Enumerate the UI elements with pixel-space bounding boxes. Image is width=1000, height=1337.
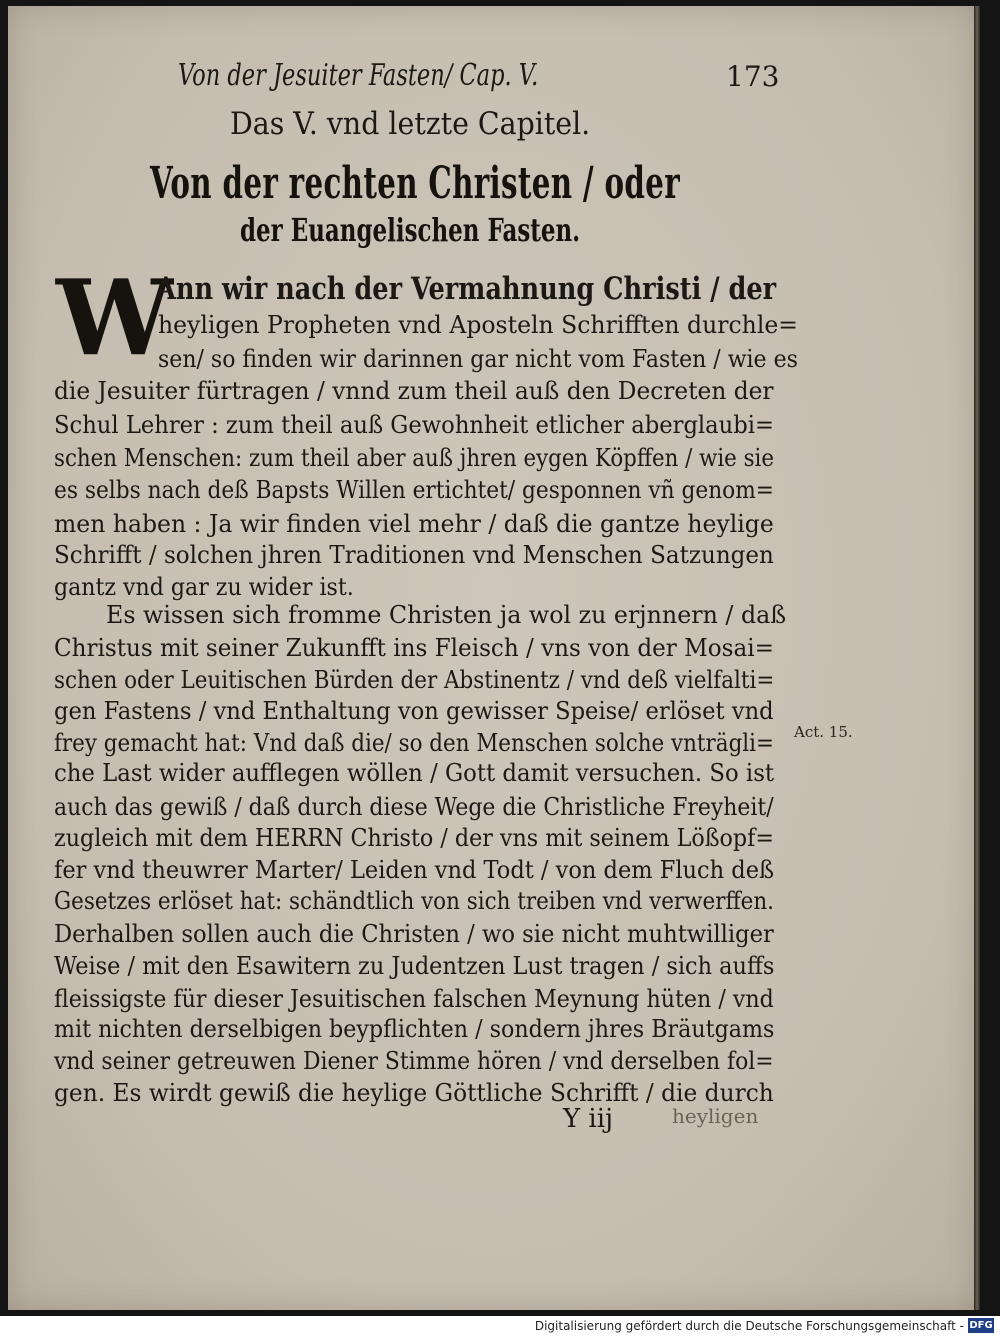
text-line: zugleich mit dem HERRN Christo / der vns mit seinem Lößopf= [54, 824, 774, 852]
text-line: Weise / mit den Esawitern zu Judentzen Lust tragen / sich auffs [54, 952, 775, 980]
catchword: heyligen [672, 1104, 759, 1128]
text-line: Gesetzes erlöset hat: schändtlich von sich treiben vnd verwerffen. [54, 887, 774, 915]
page-number: 173 [726, 60, 780, 93]
text-line: frey gemacht hat: Vnd daß die/ so den Menschen solche vnträgli= [54, 729, 774, 757]
book-page [8, 6, 976, 1310]
marginal-note: Act. 15. [794, 723, 853, 741]
text-line: Derhalben sollen auch die Christen / wo sie nicht muhtwilliger [54, 920, 774, 948]
text-line: schen oder Leuitischen Bürden der Abstinentz / vnd deß vielfalti= [54, 666, 775, 694]
signature-mark: Y iij [563, 1104, 614, 1134]
text-line: Schrifft / solchen jhren Traditionen vnd Menschen Satzungen [54, 541, 774, 569]
text-line: gen Fastens / vnd Enthaltung von gewisser Speise/ erlöset vnd [54, 697, 774, 725]
drop-cap: W [56, 256, 173, 379]
text-line: gantz vnd gar zu wider ist. [54, 573, 354, 601]
text-line: fer vnd theuwrer Marter/ Leiden vnd Todt / von dem Fluch deß [54, 856, 775, 884]
text-line: che Last wider aufflegen wöllen / Gott damit versuchen. So ist [54, 759, 775, 787]
chapter-heading: Das V. vnd letzte Capitel. [230, 106, 591, 142]
text-line: vnd seiner getreuwen Diener Stimme hören / vnd derselben fol= [54, 1047, 774, 1075]
text-line: Es wissen sich fromme Christen ja wol zu erjnnern / daß [106, 601, 787, 629]
text-line: gen. Es wirdt gewiß die heylige Göttliche Schrifft / die durch [54, 1079, 774, 1107]
text-line: men haben : Ja wir finden viel mehr / daß die gantze heylige [54, 510, 774, 538]
footer-bar [0, 1316, 1000, 1337]
text-line: es selbs nach deß Bapsts Willen ertichtet/ gesponnen vñ genom= [54, 476, 774, 504]
running-header: Von der Jesuiter Fasten/ Cap. V. [178, 58, 539, 93]
text-line: Ann wir nach der Vermahnung Christi / der [156, 271, 777, 307]
text-line: heyligen Propheten vnd Aposteln Schrifften durchle= [158, 311, 798, 339]
text-line: Christus mit seiner Zukunfft ins Fleisch / vns von der Mosai= [54, 634, 774, 662]
text-line: sen/ so finden wir darinnen gar nicht vom Fasten / wie es [158, 345, 798, 373]
footer-credit: Digitalisierung gefördert durch die Deutsche Forschungsgemeinschaft - [534, 1319, 964, 1333]
text-line: auch das gewiß / daß durch diese Wege die Christliche Freyheit/ [54, 793, 774, 821]
page-gutter [974, 6, 980, 1310]
text-line: schen Menschen: zum theil aber auß jhren eygen Köpffen / wie sie [54, 444, 774, 472]
text-line: fleissigste für dieser Jesuitischen falschen Meynung hüten / vnd [54, 985, 774, 1013]
text-line: Schul Lehrer : zum theil auß Gewohnheit etlicher aberglaubi= [54, 411, 774, 439]
text-line: die Jesuiter fürtragen / vnnd zum theil auß den Decreten der [54, 377, 774, 405]
text-line: mit nichten derselbigen beypflichten / sondern jhres Bräutgams [54, 1015, 775, 1043]
title-line-1: Von der rechten Christen / oder [150, 158, 681, 209]
dfg-logo: DFG [969, 1320, 993, 1331]
title-line-2: der Euangelischen Fasten. [240, 211, 581, 249]
